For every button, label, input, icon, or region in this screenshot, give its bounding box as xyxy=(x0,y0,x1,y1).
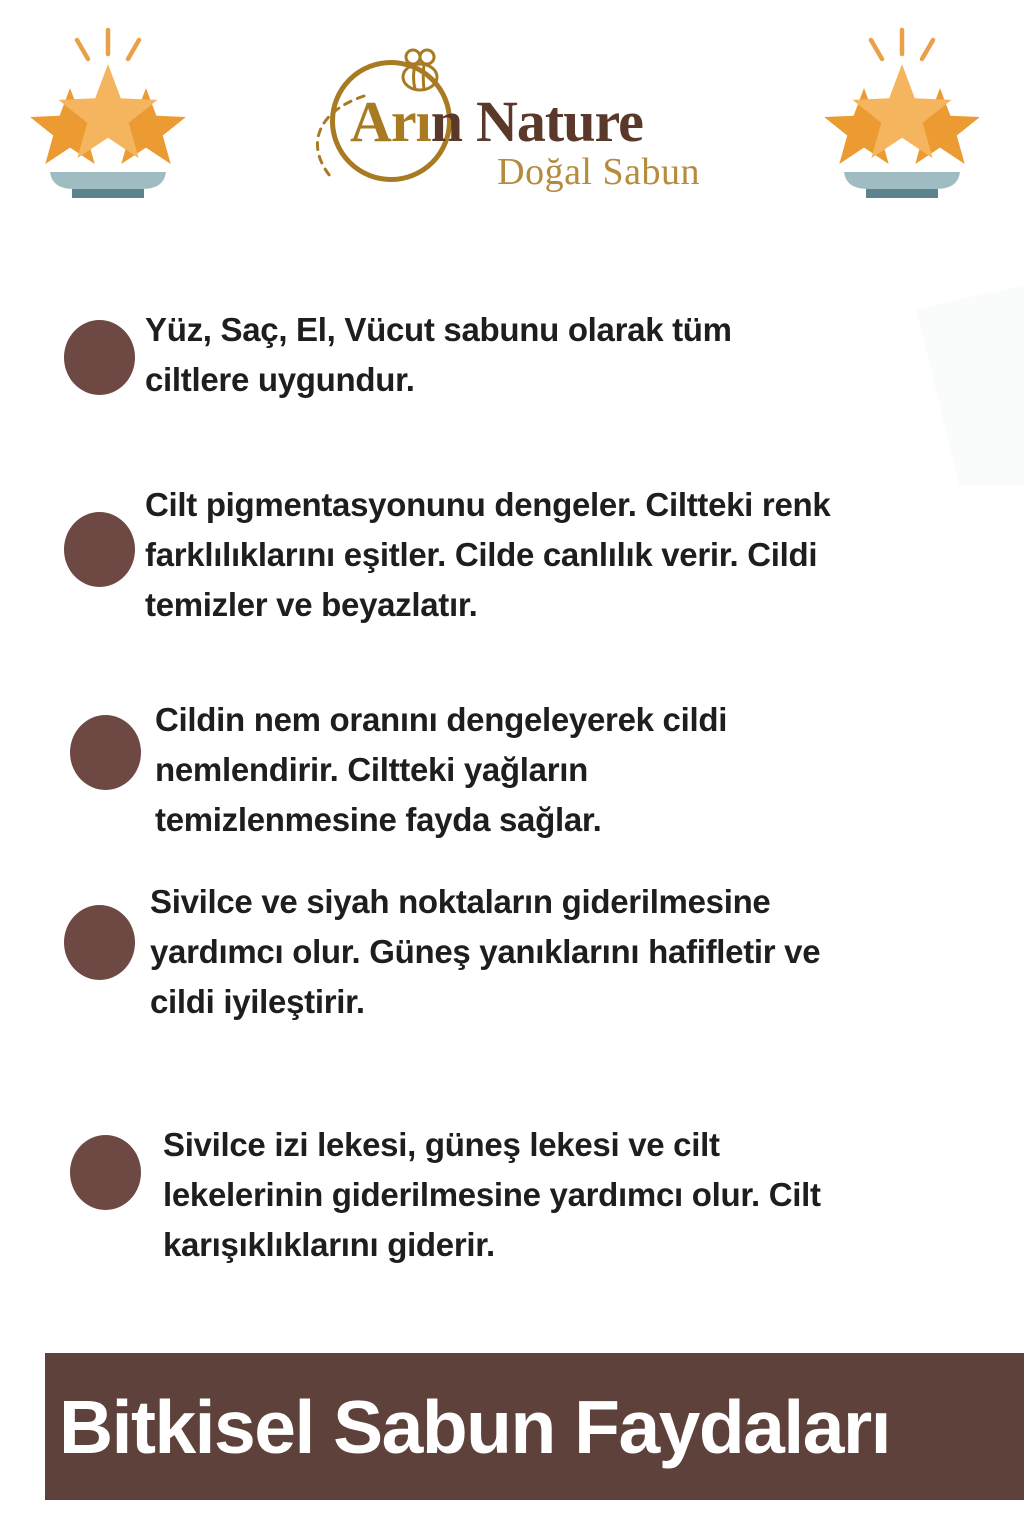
benefit-line: Sivilce ve siyah noktaların giderilmesine xyxy=(150,883,771,920)
benefit-item xyxy=(0,480,1024,630)
plate-top xyxy=(844,172,960,189)
plate-base xyxy=(866,189,938,198)
plate-top xyxy=(50,172,166,189)
benefit-line: lekelerinin giderilmesine yardımcı olur. Cilt xyxy=(163,1176,821,1213)
three-stars-award-icon xyxy=(820,26,984,198)
benefit-line: Cildin nem oranını dengeleyerek cildi xyxy=(155,701,728,738)
benefit-text xyxy=(150,877,1024,1027)
bullet-circle xyxy=(64,905,135,980)
benefit-line: karışıklıklarını giderir. xyxy=(163,1226,495,1263)
star-rays xyxy=(77,30,139,59)
benefit-line: Sivilce izi lekesi, güneş lekesi ve cilt xyxy=(163,1126,720,1163)
benefit-line: cildi iyileştirir. xyxy=(150,983,365,1020)
bullet-circle xyxy=(64,512,135,587)
benefit-text xyxy=(145,480,1024,630)
title-banner xyxy=(45,1353,1024,1500)
benefit-line: yardımcı olur. Güneş yanıklarını hafifletir ve xyxy=(150,933,821,970)
benefit-item xyxy=(0,1120,1024,1270)
benefit-line: Cilt pigmentasyonunu dengeler. Ciltteki renk xyxy=(145,486,831,523)
benefit-text xyxy=(145,305,1024,405)
benefit-line: temizler ve beyazlatır. xyxy=(145,586,478,623)
bullet-circle xyxy=(70,1135,141,1210)
benefit-text xyxy=(155,695,1024,845)
plate-base xyxy=(72,189,144,198)
bullet-circle xyxy=(70,715,141,790)
benefit-text xyxy=(163,1120,1024,1270)
benefit-item xyxy=(0,877,1024,1027)
benefit-line: farklılıklarını eşitler. Cilde canlılık verir. Cildi xyxy=(145,536,818,573)
benefit-line: ciltlere uygundur. xyxy=(145,361,415,398)
star-rays xyxy=(871,30,933,59)
brand-name-dark-n: n xyxy=(430,89,463,154)
benefit-item xyxy=(0,305,1024,405)
benefit-item xyxy=(0,695,1024,845)
benefit-line: nemlendirir. Ciltteki yağların xyxy=(155,751,588,788)
benefit-line: Yüz, Saç, El, Vücut sabunu olarak tüm xyxy=(145,311,732,348)
brand-tagline: Doğal Sabun xyxy=(497,151,700,193)
brand-name-rest: Nature xyxy=(476,89,643,154)
brand-logo xyxy=(330,50,702,192)
bullet-circle xyxy=(64,320,135,395)
three-stars-award-icon xyxy=(26,26,190,198)
brand-name-gold: Arı xyxy=(350,89,431,154)
benefit-line: temizlenmesine fayda sağlar. xyxy=(155,801,602,838)
banner-title: Bitkisel Sabun Faydaları xyxy=(59,1384,890,1469)
brand-name xyxy=(350,88,643,155)
